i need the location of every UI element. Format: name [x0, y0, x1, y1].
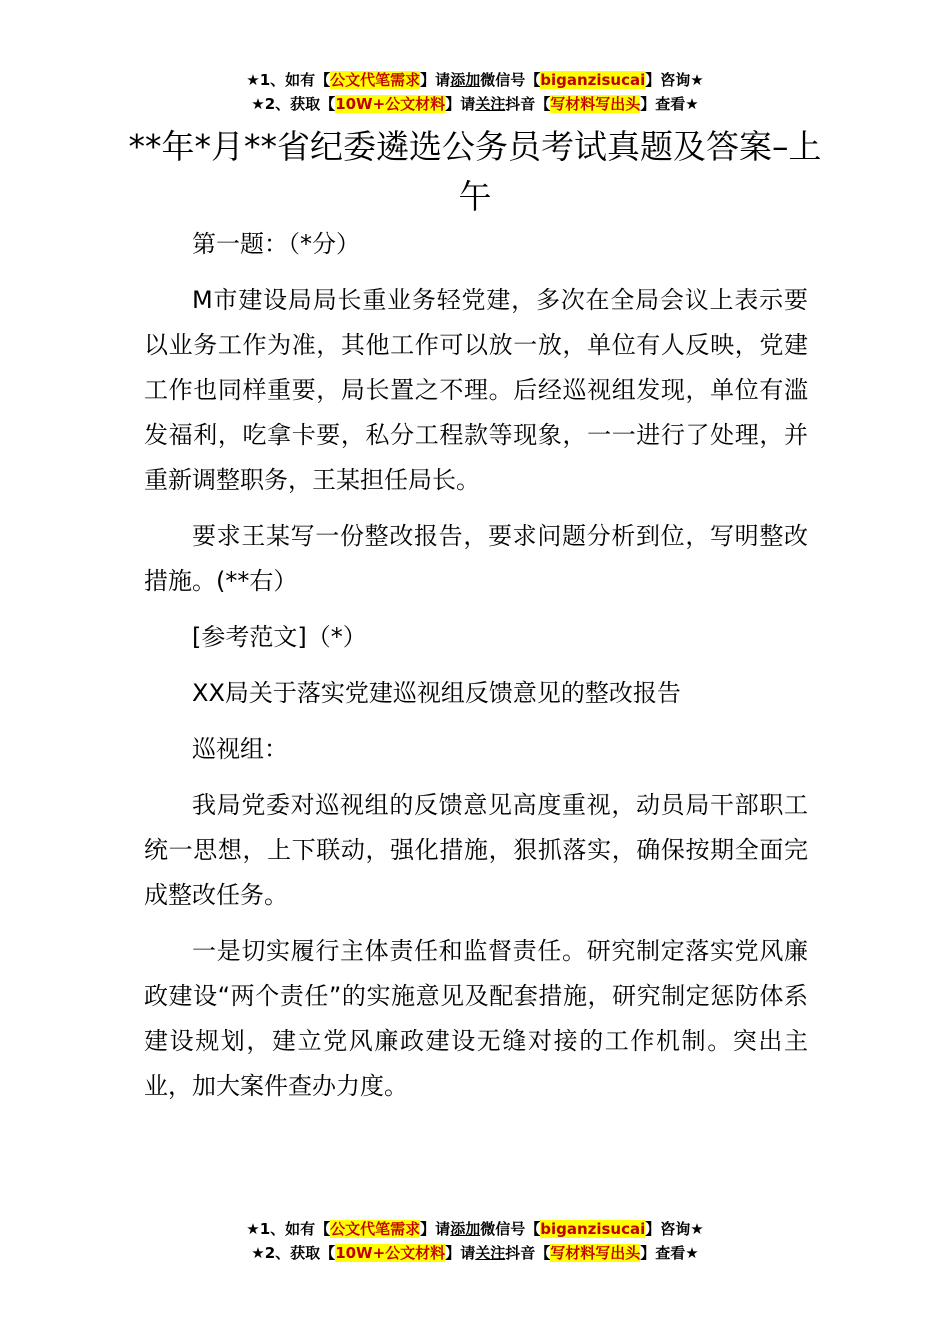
banner-highlight: biganzisucai [540, 1220, 646, 1238]
banner-highlight: 公文代笔需求 [330, 1220, 421, 1238]
banner-text: ★1、如有【 [246, 1220, 331, 1238]
banner-highlight: 写材料写出头 [550, 95, 641, 113]
banner-line-2 [0, 1241, 950, 1265]
banner-underline: 添加 [450, 1220, 481, 1238]
paragraph-question-heading: 第一题：（*分） [192, 230, 360, 258]
banner-text: ★2、获取【 [251, 1244, 336, 1262]
paragraph: 我局党委对巡视组的反馈意见高度重视，动员局干部职工统一思想，上下联动，强化措施，狠抓落实，确保按期全面完成整改任务。 [144, 791, 808, 909]
header-banner [0, 68, 950, 116]
banner-text: ★1、如有【 [246, 71, 331, 89]
footer-banner [0, 1217, 950, 1265]
paragraph: M市建设局局长重业务轻党建，多次在全局会议上表示要以业务工作为准，其他工作可以放一放，单位有人反映，党建工作也同样重要，局长置之不理。后经巡视组发现，单位有滥发福利，吃拿卡要，私分工程款等现象，一一进行了处理，并重新调整职务，王某担任局长。 [144, 286, 808, 494]
banner-text: 】查看★ [640, 1244, 699, 1262]
banner-line-1 [0, 1217, 950, 1241]
banner-underline: 添加 [450, 71, 481, 89]
banner-highlight: 10W+公文材料 [335, 95, 446, 113]
banner-text: 微信号【 [480, 71, 541, 89]
document-title: **年*月**省纪委遴选公务员考试真题及答案–上午 [128, 127, 822, 216]
paragraph-report-title: XX局关于落实党建巡视组反馈意见的整改报告 [192, 679, 681, 707]
banner-text: 抖音【 [505, 95, 551, 113]
banner-text: ★2、获取【 [251, 95, 336, 113]
banner-text: 微信号【 [480, 1220, 541, 1238]
paragraph-reference-heading: [参考范文]（*） [192, 623, 367, 651]
banner-text: 抖音【 [505, 1244, 551, 1262]
banner-text: 】查看★ [640, 95, 699, 113]
banner-text: 】请 [420, 1220, 451, 1238]
banner-text: 】咨询★ [645, 71, 704, 89]
banner-text: 】请 [445, 1244, 476, 1262]
banner-underline: 关注 [475, 95, 506, 113]
paragraph: 一是切实履行主体责任和监督责任。研究制定落实党风廉政建设“两个责任”的实施意见及配套措施，研究制定惩防体系建设规划，建立党风廉政建设无缝对接的工作机制。突出主业，加大案件查办力度。 [144, 937, 808, 1100]
banner-line-2 [0, 92, 950, 116]
banner-highlight: biganzisucai [540, 71, 646, 89]
banner-text: 】请 [420, 71, 451, 89]
banner-highlight: 写材料写出头 [550, 1244, 641, 1262]
banner-text: 】请 [445, 95, 476, 113]
paragraph-salutation: 巡视组： [192, 735, 288, 763]
paragraph: 要求王某写一份整改报告，要求问题分析到位，写明整改措施。(**右） [144, 522, 808, 595]
banner-underline: 关注 [475, 1244, 506, 1262]
banner-highlight: 公文代笔需求 [330, 71, 421, 89]
banner-line-1 [0, 68, 950, 92]
banner-text: 】咨询★ [645, 1220, 704, 1238]
document-body [144, 222, 808, 1120]
banner-highlight: 10W+公文材料 [335, 1244, 446, 1262]
